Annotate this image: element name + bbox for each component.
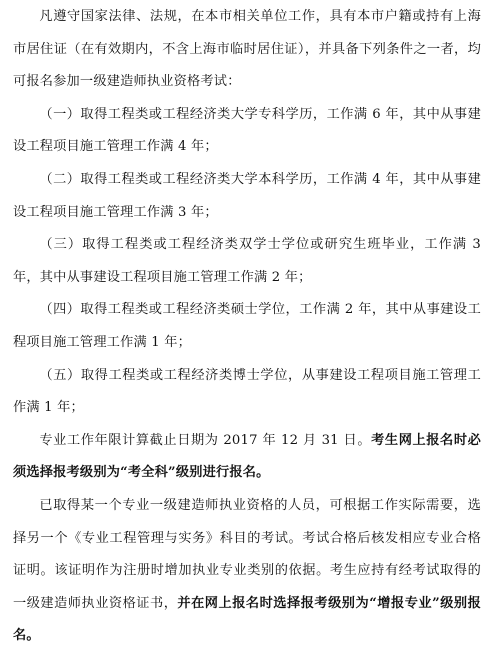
paragraph-text: 凡遵守国家法律、法规，在本市相关单位工作，具有本市户籍或持有上海市居住证（在有效期内，不含上海市临时居住证），并具备下列条件之一者，均可报名参加一级建造师执业资格考试： [13,9,481,90]
paragraph-text: （三）取得工程类或工程经济类双学士学位或研究生班毕业，工作满 3 年，其中从事建设工程项目施工管理工作满 2 年； [13,237,481,285]
paragraph-intro [13,1,481,99]
paragraph-add-major [13,490,481,653]
paragraph-text: （五）取得工程类或工程经济类博士学位，从事建设工程项目施工管理工作满 1 年； [13,367,481,416]
paragraph-condition-4 [13,294,481,359]
paragraph-deadline [13,425,481,490]
paragraph-bold-text: 考生网上报名时必须选择报考级别为“考全科”级别进行报名。 [13,432,481,481]
paragraph-text: （一）取得工程类或工程经济类大学专科学历，工作满 6 年，其中从事建设工程项目施工管理工作满 4 年； [13,106,481,155]
paragraph-condition-5 [13,360,481,425]
paragraph-condition-3 [13,229,481,294]
paragraph-condition-2 [13,164,481,229]
document-page [0,1,491,662]
paragraph-text: 专业工作年限计算截止日期为 2017 年 12 月 31 日。 [39,432,372,448]
paragraph-text: （二）取得工程类或工程经济类大学本科学历，工作满 4 年，其中从事建设工程项目施工管理工作满 3 年； [13,171,481,220]
paragraph-text: 已取得某一个专业一级建造师执业资格的人员，可根据工作实际需要，选择另一个《专业工程管理与实务》科目的考试。考试合格后核发相应专业合格证明。该证明作为注册时增加执业专业类别的依据。考生应持有经考试取得的一级建造师执业资格证书， [13,497,481,611]
paragraph-bold-text: 并在网上报名时选择报考级别为“增报专业”级别报名。 [13,595,481,644]
paragraph-text: （四）取得工程类或工程经济类硕士学位，工作满 2 年，其中从事建设工程项目施工管理工作满 1 年； [13,302,481,350]
paragraph-condition-1 [13,99,481,164]
